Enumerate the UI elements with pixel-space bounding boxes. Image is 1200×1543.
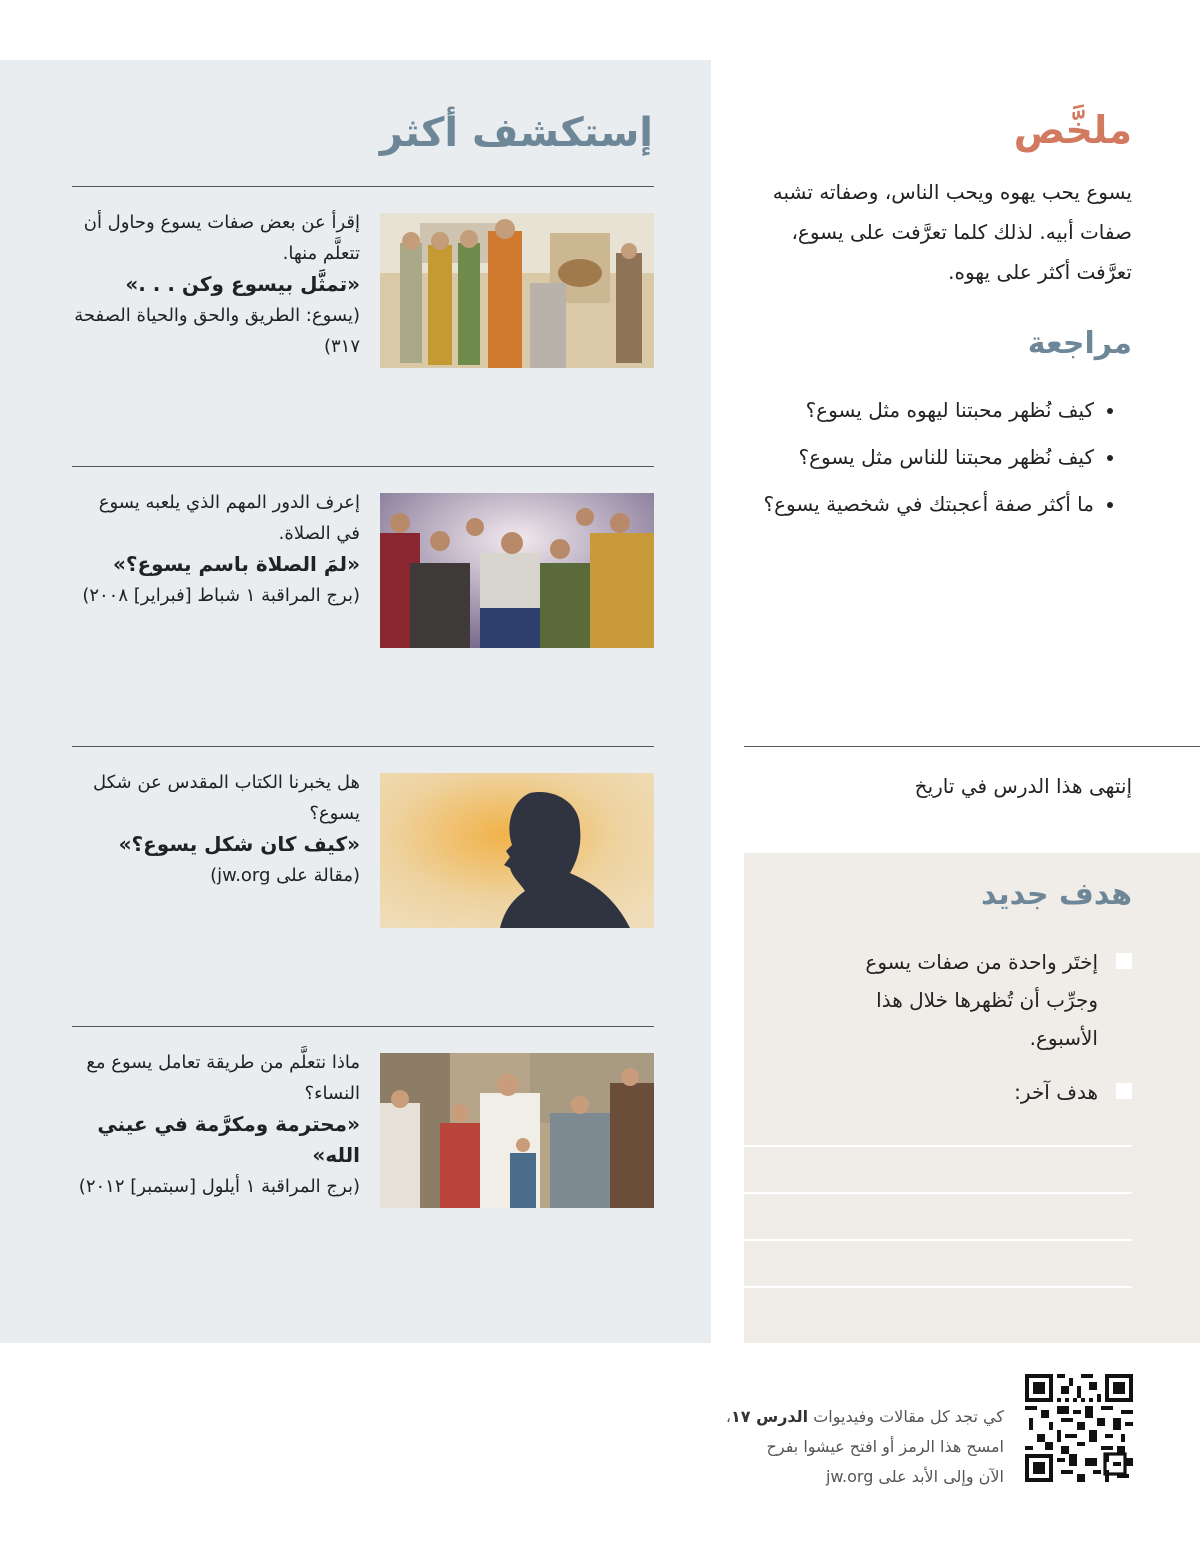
explore-item-title[interactable]: «كيف كان شكل يسوع؟» (118, 832, 360, 856)
footer-line-1: كي تجد كل مقالات وفيديوات الدرس ١٧، (725, 1407, 1004, 1426)
jesus-with-disciples-image (380, 493, 654, 648)
summary-title: ملخَّص (1013, 108, 1132, 152)
goal-option-text: إختَر واحدة من صفات يسوع وجرِّب أن تُظهرها خلال هذا الأسبوع. (865, 950, 1098, 1050)
goal-write-line[interactable] (744, 1286, 1132, 1288)
jesus-with-people-in-town-image (380, 213, 654, 368)
explore-item-title[interactable]: «تمثَّل بيسوع وكن . . .» (125, 272, 360, 296)
explore-item-text (72, 1047, 360, 1202)
explore-item-source: (برج المراقبة ١ أيلول [سبتمبر] ٢٠١٢) (78, 1176, 360, 1197)
explore-item[interactable] (72, 213, 654, 369)
footer-note (644, 1402, 1004, 1492)
summary-text: يسوع يحب يهوه ويحب الناس، وصفاته تشبه صفات أبيه. لذلك كلما تعرَّفت على يسوع، تعرَّفت أكثر على يهوه. (772, 180, 1132, 284)
goal-option-1[interactable] (772, 943, 1132, 1057)
footer-line-2: امسح هذا الرمز أو افتح عيشوا بفرح (766, 1437, 1004, 1456)
goal-write-line[interactable] (744, 1239, 1132, 1241)
explore-item-description: إعرف الدور المهم الذي يلعبه يسوع في الصلاة. (98, 492, 360, 544)
jesus-with-women-and-children-image (380, 1053, 654, 1208)
explore-title: إستكشف أكثر (379, 110, 653, 156)
explore-item-title[interactable]: «محترمة ومكرَّمة في عيني الله» (97, 1112, 360, 1167)
explore-item-source: (مقالة على jw.org) (210, 865, 360, 886)
explore-item[interactable] (72, 1053, 654, 1209)
explore-more-panel (0, 60, 711, 1343)
explore-item-title[interactable]: «لمَ الصلاة باسم يسوع؟» (112, 552, 360, 576)
new-goal-box (744, 853, 1200, 1343)
divider (72, 746, 654, 747)
silhouette-profile-image (380, 773, 654, 928)
explore-item-source: (يسوع: الطريق والحق والحياة الصفحة ٣١٧) (74, 305, 360, 357)
review-item: • كيف نُظهر محبتنا ليهوه مثل يسوع؟ (714, 392, 1094, 428)
lesson-number: الدرس ١٧ (731, 1407, 809, 1426)
qr-code-icon[interactable] (1025, 1374, 1133, 1482)
review-item: • ما أكثر صفة أعجبتك في شخصية يسوع؟ (714, 486, 1094, 522)
explore-item-text (72, 207, 360, 362)
explore-item-description: ماذا نتعلَّم من طريقة تعامل يسوع مع النساء؟ (86, 1052, 360, 1104)
explore-item-description: إقرأ عن بعض صفات يسوع وحاول أن تتعلَّم منها. (83, 212, 360, 264)
goal-write-line[interactable] (744, 1145, 1132, 1147)
explore-item-description: هل يخبرنا الكتاب المقدس عن شكل يسوع؟ (92, 772, 360, 824)
goal-checkbox-2[interactable] (1116, 1083, 1132, 1099)
divider (72, 466, 654, 467)
explore-item-text (72, 767, 360, 891)
footer-line-3[interactable]: الآن وإلى الأبد على jw.org (825, 1467, 1004, 1486)
lesson-finished-date-label: إنتهى هذا الدرس في تاريخ (914, 774, 1132, 798)
divider (72, 1026, 654, 1027)
explore-item[interactable] (72, 773, 654, 929)
divider (744, 746, 1200, 747)
goal-option-2[interactable] (772, 1073, 1132, 1111)
review-title: مراجعة (1027, 326, 1132, 361)
goal-checkbox-1[interactable] (1116, 953, 1132, 969)
review-list (714, 392, 1120, 533)
goal-write-line[interactable] (744, 1192, 1132, 1194)
new-goal-title: هدف جديد (981, 877, 1132, 912)
explore-item-text (72, 487, 360, 611)
divider (72, 186, 654, 187)
review-item: • كيف نُظهر محبتنا للناس مثل يسوع؟ (714, 439, 1094, 475)
goal-option-text: هدف آخر: (1014, 1080, 1098, 1104)
explore-item[interactable] (72, 493, 654, 649)
explore-item-source: (برج المراقبة ١ شباط [فبراير] ٢٠٠٨) (82, 585, 360, 606)
